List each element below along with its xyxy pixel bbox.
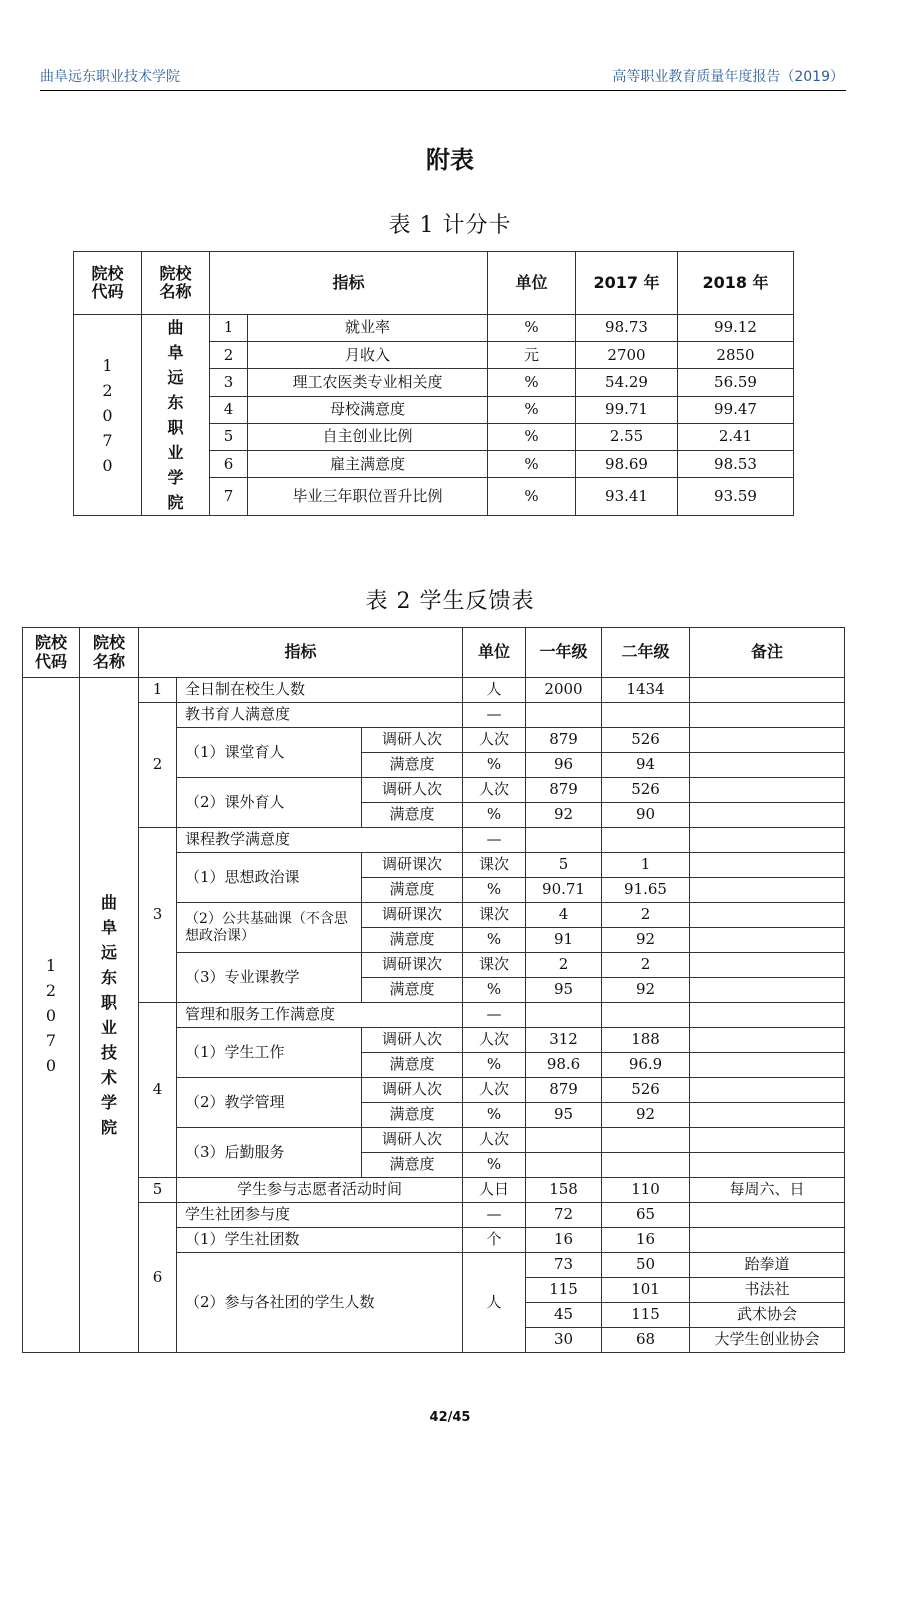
grade-1-cell: 45: [526, 1303, 602, 1328]
unit-cell: %: [463, 803, 526, 828]
unit-cell: %: [488, 478, 576, 516]
grade-2-cell: 1: [602, 853, 690, 878]
unit-cell: 人日: [463, 1178, 526, 1203]
measure-cell: 调研课次: [362, 903, 463, 928]
note-cell: [690, 1028, 845, 1053]
unit-cell: —: [463, 1003, 526, 1028]
unit-cell: %: [488, 423, 576, 450]
grade-1-cell: 2: [526, 953, 602, 978]
indicator-cell: 毕业三年职位晋升比例: [248, 478, 488, 516]
sub-indicator-cell: （2）课外育人: [177, 778, 362, 828]
sub-indicator-cell: （3）专业课教学: [177, 953, 362, 1003]
value-2017-cell: 2.55: [576, 423, 678, 450]
grade-1-cell: 95: [526, 978, 602, 1003]
header-year-2018: 2018 年: [678, 252, 794, 315]
indicator-cell: 学生参与志愿者活动时间: [177, 1178, 463, 1203]
sub-indicator-cell: （1）学生社团数: [177, 1228, 463, 1253]
grade-2-cell: 110: [602, 1178, 690, 1203]
row-number: 5: [139, 1178, 177, 1203]
header-grade-1: 一年级: [526, 628, 602, 678]
measure-cell: 调研课次: [362, 953, 463, 978]
unit-cell: %: [463, 1053, 526, 1078]
indicator-cell: 就业率: [248, 315, 488, 342]
grade-2-cell: 92: [602, 928, 690, 953]
grade-1-cell: 96: [526, 753, 602, 778]
section-heading: 课程教学满意度: [177, 828, 463, 853]
header-school-name-col: 院校名称: [92, 633, 125, 671]
unit-cell: %: [463, 928, 526, 953]
note-cell: 跆拳道: [690, 1253, 845, 1278]
unit-cell: %: [488, 369, 576, 396]
grade-2-cell: 94: [602, 753, 690, 778]
indicator-cell: 雇主满意度: [248, 451, 488, 478]
header-school-name-col: 院校名称: [159, 263, 192, 301]
grade-1-cell: 2000: [526, 678, 602, 703]
grade-1-cell: [526, 1003, 602, 1028]
note-cell: [690, 1053, 845, 1078]
grade-1-cell: 92: [526, 803, 602, 828]
value-2017-cell: 2700: [576, 342, 678, 369]
measure-cell: 调研人次: [362, 778, 463, 803]
appendix-title: 附表: [426, 146, 474, 174]
section-heading: 教书育人满意度: [177, 703, 463, 728]
grade-2-cell: [602, 1153, 690, 1178]
row-number: 5: [210, 423, 248, 450]
unit-cell: 课次: [463, 953, 526, 978]
unit-cell: 元: [488, 342, 576, 369]
note-cell: [690, 953, 845, 978]
school-name-cell: 曲阜远东职业学院: [167, 318, 184, 512]
header-indicator: 指标: [210, 252, 488, 315]
unit-cell: %: [463, 1103, 526, 1128]
row-number: 1: [139, 678, 177, 703]
note-cell: [690, 878, 845, 903]
header-indicator: 指标: [139, 628, 463, 678]
measure-cell: 调研课次: [362, 853, 463, 878]
row-number: 4: [210, 396, 248, 423]
grade-2-cell: 188: [602, 1028, 690, 1053]
grade-1-cell: 73: [526, 1253, 602, 1278]
note-cell: [690, 1228, 845, 1253]
unit-cell: %: [463, 878, 526, 903]
header-school-code: 院校代码: [91, 263, 124, 301]
header-unit: 单位: [488, 252, 576, 315]
grade-1-cell: 72: [526, 1203, 602, 1228]
note-cell: [690, 1003, 845, 1028]
grade-1-cell: 879: [526, 778, 602, 803]
measure-cell: 调研人次: [362, 1028, 463, 1053]
note-cell: [690, 853, 845, 878]
note-cell: 每周六、日: [690, 1178, 845, 1203]
note-cell: [690, 1203, 845, 1228]
school-code-cell: 12070: [102, 355, 113, 475]
grade-2-cell: 526: [602, 778, 690, 803]
school-name-cell: 曲阜远东职业技术学院: [101, 893, 118, 1137]
school-code-cell: 12070: [45, 955, 57, 1075]
sub-indicator-cell: （3）后勤服务: [177, 1128, 362, 1178]
row-number: 1: [210, 315, 248, 342]
grade-1-cell: 5: [526, 853, 602, 878]
grade-2-cell: 2: [602, 953, 690, 978]
value-2018-cell: 98.53: [678, 451, 794, 478]
header-divider: [40, 90, 846, 91]
measure-cell: 调研人次: [362, 1078, 463, 1103]
header-year-2017: 2017 年: [576, 252, 678, 315]
note-cell: 大学生创业协会: [690, 1328, 845, 1353]
unit-cell: 人: [463, 678, 526, 703]
row-number: 6: [139, 1203, 177, 1353]
grade-1-cell: [526, 1128, 602, 1153]
row-number: 2: [210, 342, 248, 369]
header-school-code: 院校代码: [34, 633, 67, 671]
value-2017-cell: 98.73: [576, 315, 678, 342]
measure-cell: 满意度: [362, 1103, 463, 1128]
note-cell: [690, 1078, 845, 1103]
page-number: 42/45: [429, 1410, 471, 1425]
grade-2-cell: 16: [602, 1228, 690, 1253]
row-number: 3: [210, 369, 248, 396]
grade-1-cell: 879: [526, 1078, 602, 1103]
grade-2-cell: 115: [602, 1303, 690, 1328]
grade-1-cell: 98.6: [526, 1053, 602, 1078]
value-2017-cell: 99.71: [576, 396, 678, 423]
grade-1-cell: 158: [526, 1178, 602, 1203]
measure-cell: 调研人次: [362, 728, 463, 753]
unit-cell: %: [463, 1153, 526, 1178]
unit-cell: 人次: [463, 1028, 526, 1053]
unit-cell: %: [463, 978, 526, 1003]
sub-indicator-cell: （1）学生工作: [177, 1028, 362, 1078]
note-cell: [690, 753, 845, 778]
unit-cell: 人次: [463, 778, 526, 803]
note-cell: [690, 903, 845, 928]
row-number: 6: [210, 451, 248, 478]
grade-1-cell: [526, 1153, 602, 1178]
value-2017-cell: 54.29: [576, 369, 678, 396]
indicator-cell: 自主创业比例: [248, 423, 488, 450]
grade-1-cell: 90.71: [526, 878, 602, 903]
header-note: 备注: [690, 628, 845, 678]
value-2017-cell: 93.41: [576, 478, 678, 516]
indicator-cell: 全日制在校生人数: [177, 678, 463, 703]
grade-2-cell: [602, 828, 690, 853]
grade-2-cell: 101: [602, 1278, 690, 1303]
grade-1-cell: 91: [526, 928, 602, 953]
note-cell: [690, 703, 845, 728]
section-heading: 学生社团参与度: [177, 1203, 463, 1228]
value-2018-cell: 93.59: [678, 478, 794, 516]
grade-2-cell: 50: [602, 1253, 690, 1278]
indicator-cell: 理工农医类专业相关度: [248, 369, 488, 396]
grade-2-cell: [602, 1128, 690, 1153]
table2-title: 表 2 学生反馈表: [365, 589, 535, 614]
measure-cell: 满意度: [362, 1153, 463, 1178]
unit-cell: %: [488, 315, 576, 342]
note-cell: [690, 1128, 845, 1153]
value-2017-cell: 98.69: [576, 451, 678, 478]
measure-cell: 调研人次: [362, 1128, 463, 1153]
value-2018-cell: 99.12: [678, 315, 794, 342]
grade-1-cell: 16: [526, 1228, 602, 1253]
header-unit: 单位: [463, 628, 526, 678]
row-number: 2: [139, 703, 177, 828]
measure-cell: 满意度: [362, 978, 463, 1003]
grade-2-cell: 1434: [602, 678, 690, 703]
scorecard-table: [73, 251, 794, 516]
note-cell: [690, 803, 845, 828]
row-number: 4: [139, 1003, 177, 1178]
sub-indicator-cell: （2）教学管理: [177, 1078, 362, 1128]
grade-1-cell: 95: [526, 1103, 602, 1128]
unit-cell: 人次: [463, 728, 526, 753]
value-2018-cell: 2850: [678, 342, 794, 369]
sub-indicator-cell: （2）参与各社团的学生人数: [177, 1253, 463, 1353]
measure-cell: 满意度: [362, 878, 463, 903]
measure-cell: 满意度: [362, 928, 463, 953]
indicator-cell: 月收入: [248, 342, 488, 369]
grade-1-cell: 30: [526, 1328, 602, 1353]
sub-indicator-cell: （2）公共基础课（不含思想政治课）: [177, 903, 362, 953]
note-cell: [690, 1153, 845, 1178]
value-2018-cell: 56.59: [678, 369, 794, 396]
unit-cell: 个: [463, 1228, 526, 1253]
unit-cell: %: [488, 451, 576, 478]
measure-cell: 满意度: [362, 803, 463, 828]
note-cell: [690, 1103, 845, 1128]
note-cell: [690, 778, 845, 803]
header-school-name: 曲阜远东职业技术学院: [40, 69, 180, 85]
row-number: 7: [210, 478, 248, 516]
indicator-cell: 母校满意度: [248, 396, 488, 423]
unit-cell: 人次: [463, 1078, 526, 1103]
unit-cell: %: [488, 396, 576, 423]
student-feedback-table: [22, 627, 845, 1353]
table1-title: 表 1 计分卡: [388, 213, 512, 238]
unit-cell: %: [463, 753, 526, 778]
grade-1-cell: 312: [526, 1028, 602, 1053]
sub-indicator-cell: （1）课堂育人: [177, 728, 362, 778]
unit-cell: —: [463, 703, 526, 728]
note-cell: [690, 928, 845, 953]
note-cell: 武术协会: [690, 1303, 845, 1328]
unit-cell: 课次: [463, 853, 526, 878]
grade-1-cell: 4: [526, 903, 602, 928]
unit-cell: —: [463, 828, 526, 853]
grade-1-cell: [526, 828, 602, 853]
note-cell: [690, 678, 845, 703]
grade-1-cell: 115: [526, 1278, 602, 1303]
grade-2-cell: 96.9: [602, 1053, 690, 1078]
grade-1-cell: [526, 703, 602, 728]
measure-cell: 满意度: [362, 1053, 463, 1078]
note-cell: [690, 978, 845, 1003]
grade-2-cell: [602, 1003, 690, 1028]
grade-2-cell: [602, 703, 690, 728]
grade-2-cell: 526: [602, 1078, 690, 1103]
header-grade-2: 二年级: [602, 628, 690, 678]
grade-2-cell: 65: [602, 1203, 690, 1228]
unit-cell: 人次: [463, 1128, 526, 1153]
note-cell: 书法社: [690, 1278, 845, 1303]
note-cell: [690, 728, 845, 753]
sub-indicator-cell: （1）思想政治课: [177, 853, 362, 903]
value-2018-cell: 99.47: [678, 396, 794, 423]
unit-cell: 课次: [463, 903, 526, 928]
grade-2-cell: 91.65: [602, 878, 690, 903]
grade-2-cell: 92: [602, 1103, 690, 1128]
grade-2-cell: 526: [602, 728, 690, 753]
unit-cell: 人: [463, 1253, 526, 1353]
row-number: 3: [139, 828, 177, 1003]
grade-2-cell: 90: [602, 803, 690, 828]
grade-1-cell: 879: [526, 728, 602, 753]
measure-cell: 满意度: [362, 753, 463, 778]
section-heading: 管理和服务工作满意度: [177, 1003, 463, 1028]
header-report-title: 高等职业教育质量年度报告（2019）: [612, 69, 844, 85]
value-2018-cell: 2.41: [678, 423, 794, 450]
grade-2-cell: 92: [602, 978, 690, 1003]
note-cell: [690, 828, 845, 853]
unit-cell: —: [463, 1203, 526, 1228]
grade-2-cell: 2: [602, 903, 690, 928]
grade-2-cell: 68: [602, 1328, 690, 1353]
